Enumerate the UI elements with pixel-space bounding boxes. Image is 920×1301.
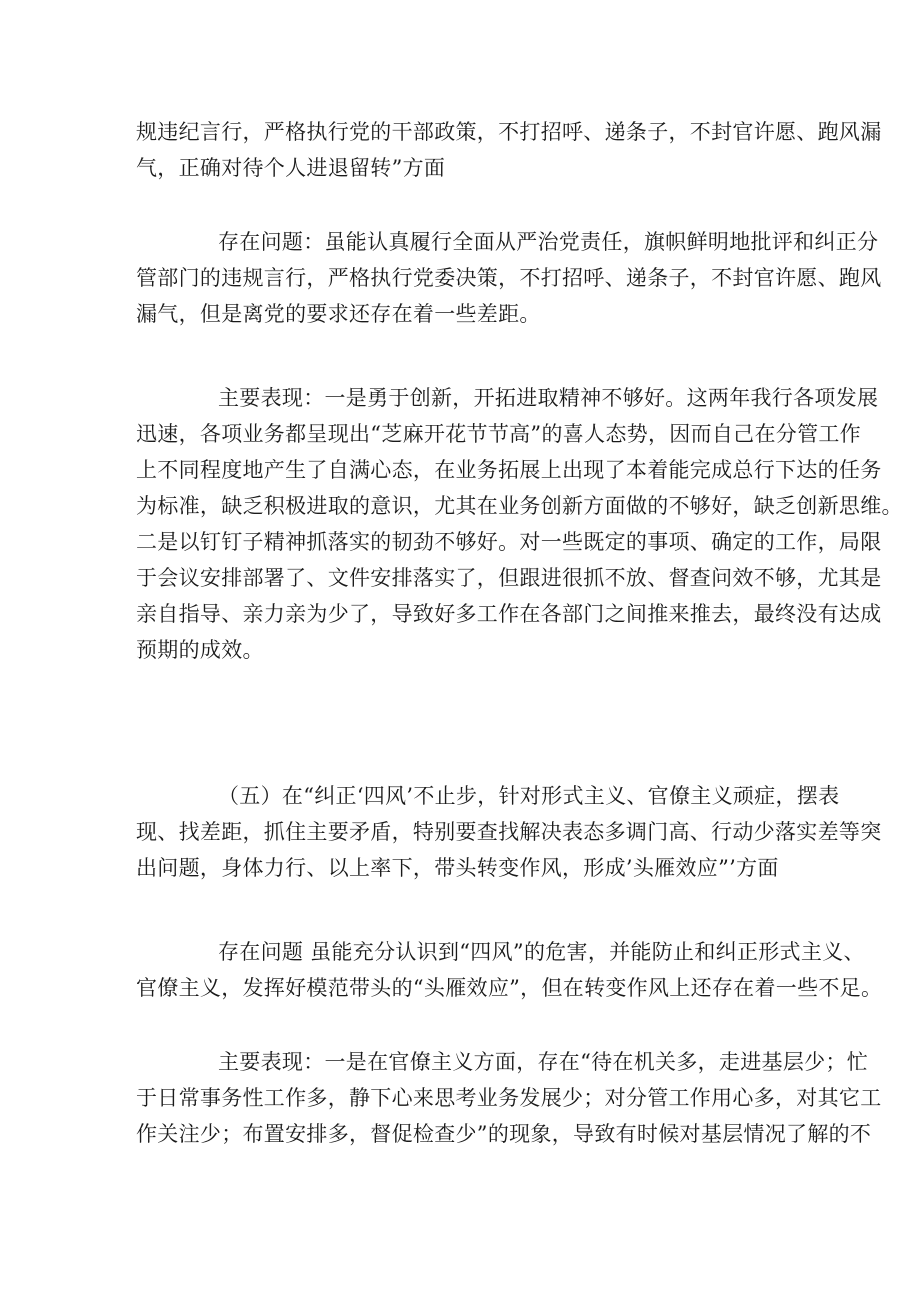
paragraph-existing-problems-1 (136, 224, 882, 332)
paragraph-existing-problems-2 (136, 934, 883, 1006)
text-line: 迅速，各项业务都呈现出“芝麻开花节节高”的喜人态势，因而自己在分管工作 (136, 422, 861, 446)
text-line: 官僚主义，发挥好模范带头的“头雁效应”，但在转变作风上还存在着一些不足。 (136, 976, 883, 1000)
text-line: 漏气，但是离党的要求还存在着一些差距。 (136, 302, 541, 326)
text-line: 二是以钉钉子精神抓落实的韧劲不够好。对一些既定的事项、确定的工作，局限 (136, 530, 882, 554)
text-line: 主要表现：一是勇于创新，开拓进取精神不够好。这两年我行各项发展 (218, 386, 879, 410)
text-line: 存在问题 虽能充分认识到“四风”的危害，并能防止和纠正形式主义、 (218, 940, 865, 964)
text-line: 气，正确对待个人进退留转”方面 (136, 156, 446, 180)
text-line: 预期的成效。 (136, 638, 264, 662)
text-line: 现、找差距，抓住主要矛盾，特别要查找解决表态多调门高、行动少落实差等突 (136, 820, 882, 844)
paragraph-main-manifestations-1 (136, 380, 903, 668)
text-line: 上不同程度地产生了自满心态，在业务拓展上出现了本着能完成总行下达的任务 (136, 458, 882, 482)
text-line: 亲自指导、亲力亲为少了，导致好多工作在各部门之间推来推去，最终没有达成 (136, 602, 882, 626)
text-line: （五）在“纠正‘四风’不止步，针对形式主义、官僚主义顽症，摆表 (218, 784, 840, 808)
text-line: 存在问题：虽能认真履行全面从严治党责任，旗帜鲜明地批评和纠正分 (218, 230, 879, 254)
text-line: 规违纪言行，严格执行党的干部政策，不打招呼、递条子，不封官许愿、跑风漏 (136, 120, 882, 144)
text-line: 于会议安排部署了、文件安排落实了，但跟进很抓不放、督查问效不够，尤其是 (136, 566, 882, 590)
text-line: 作关注少；布置安排多，督促检查少”的现象，导致有时候对基层情况了解的不 (136, 1122, 872, 1146)
text-line: 为标准，缺乏积极进取的意识，尤其在业务创新方面做的不够好，缺乏创新思维。 (136, 494, 903, 518)
text-line: 管部门的违规言行，严格执行党委决策，不打招呼、递条子，不封官许愿、跑风 (136, 266, 882, 290)
paragraph-section-five-heading (136, 778, 882, 886)
text-line: 主要表现：一是在官僚主义方面，存在“待在机关多，走进基层少；忙 (218, 1050, 869, 1074)
paragraph-cadre-policy-tail (136, 114, 882, 186)
paragraph-main-manifestations-2 (136, 1044, 882, 1152)
text-line: 出问题，身体力行、以上率下，带头转变作风，形成’头雁效应”’方面 (136, 856, 779, 880)
text-line: 于日常事务性工作多，静下心来思考业务发展少；对分管工作用心多，对其它工 (136, 1086, 882, 1110)
